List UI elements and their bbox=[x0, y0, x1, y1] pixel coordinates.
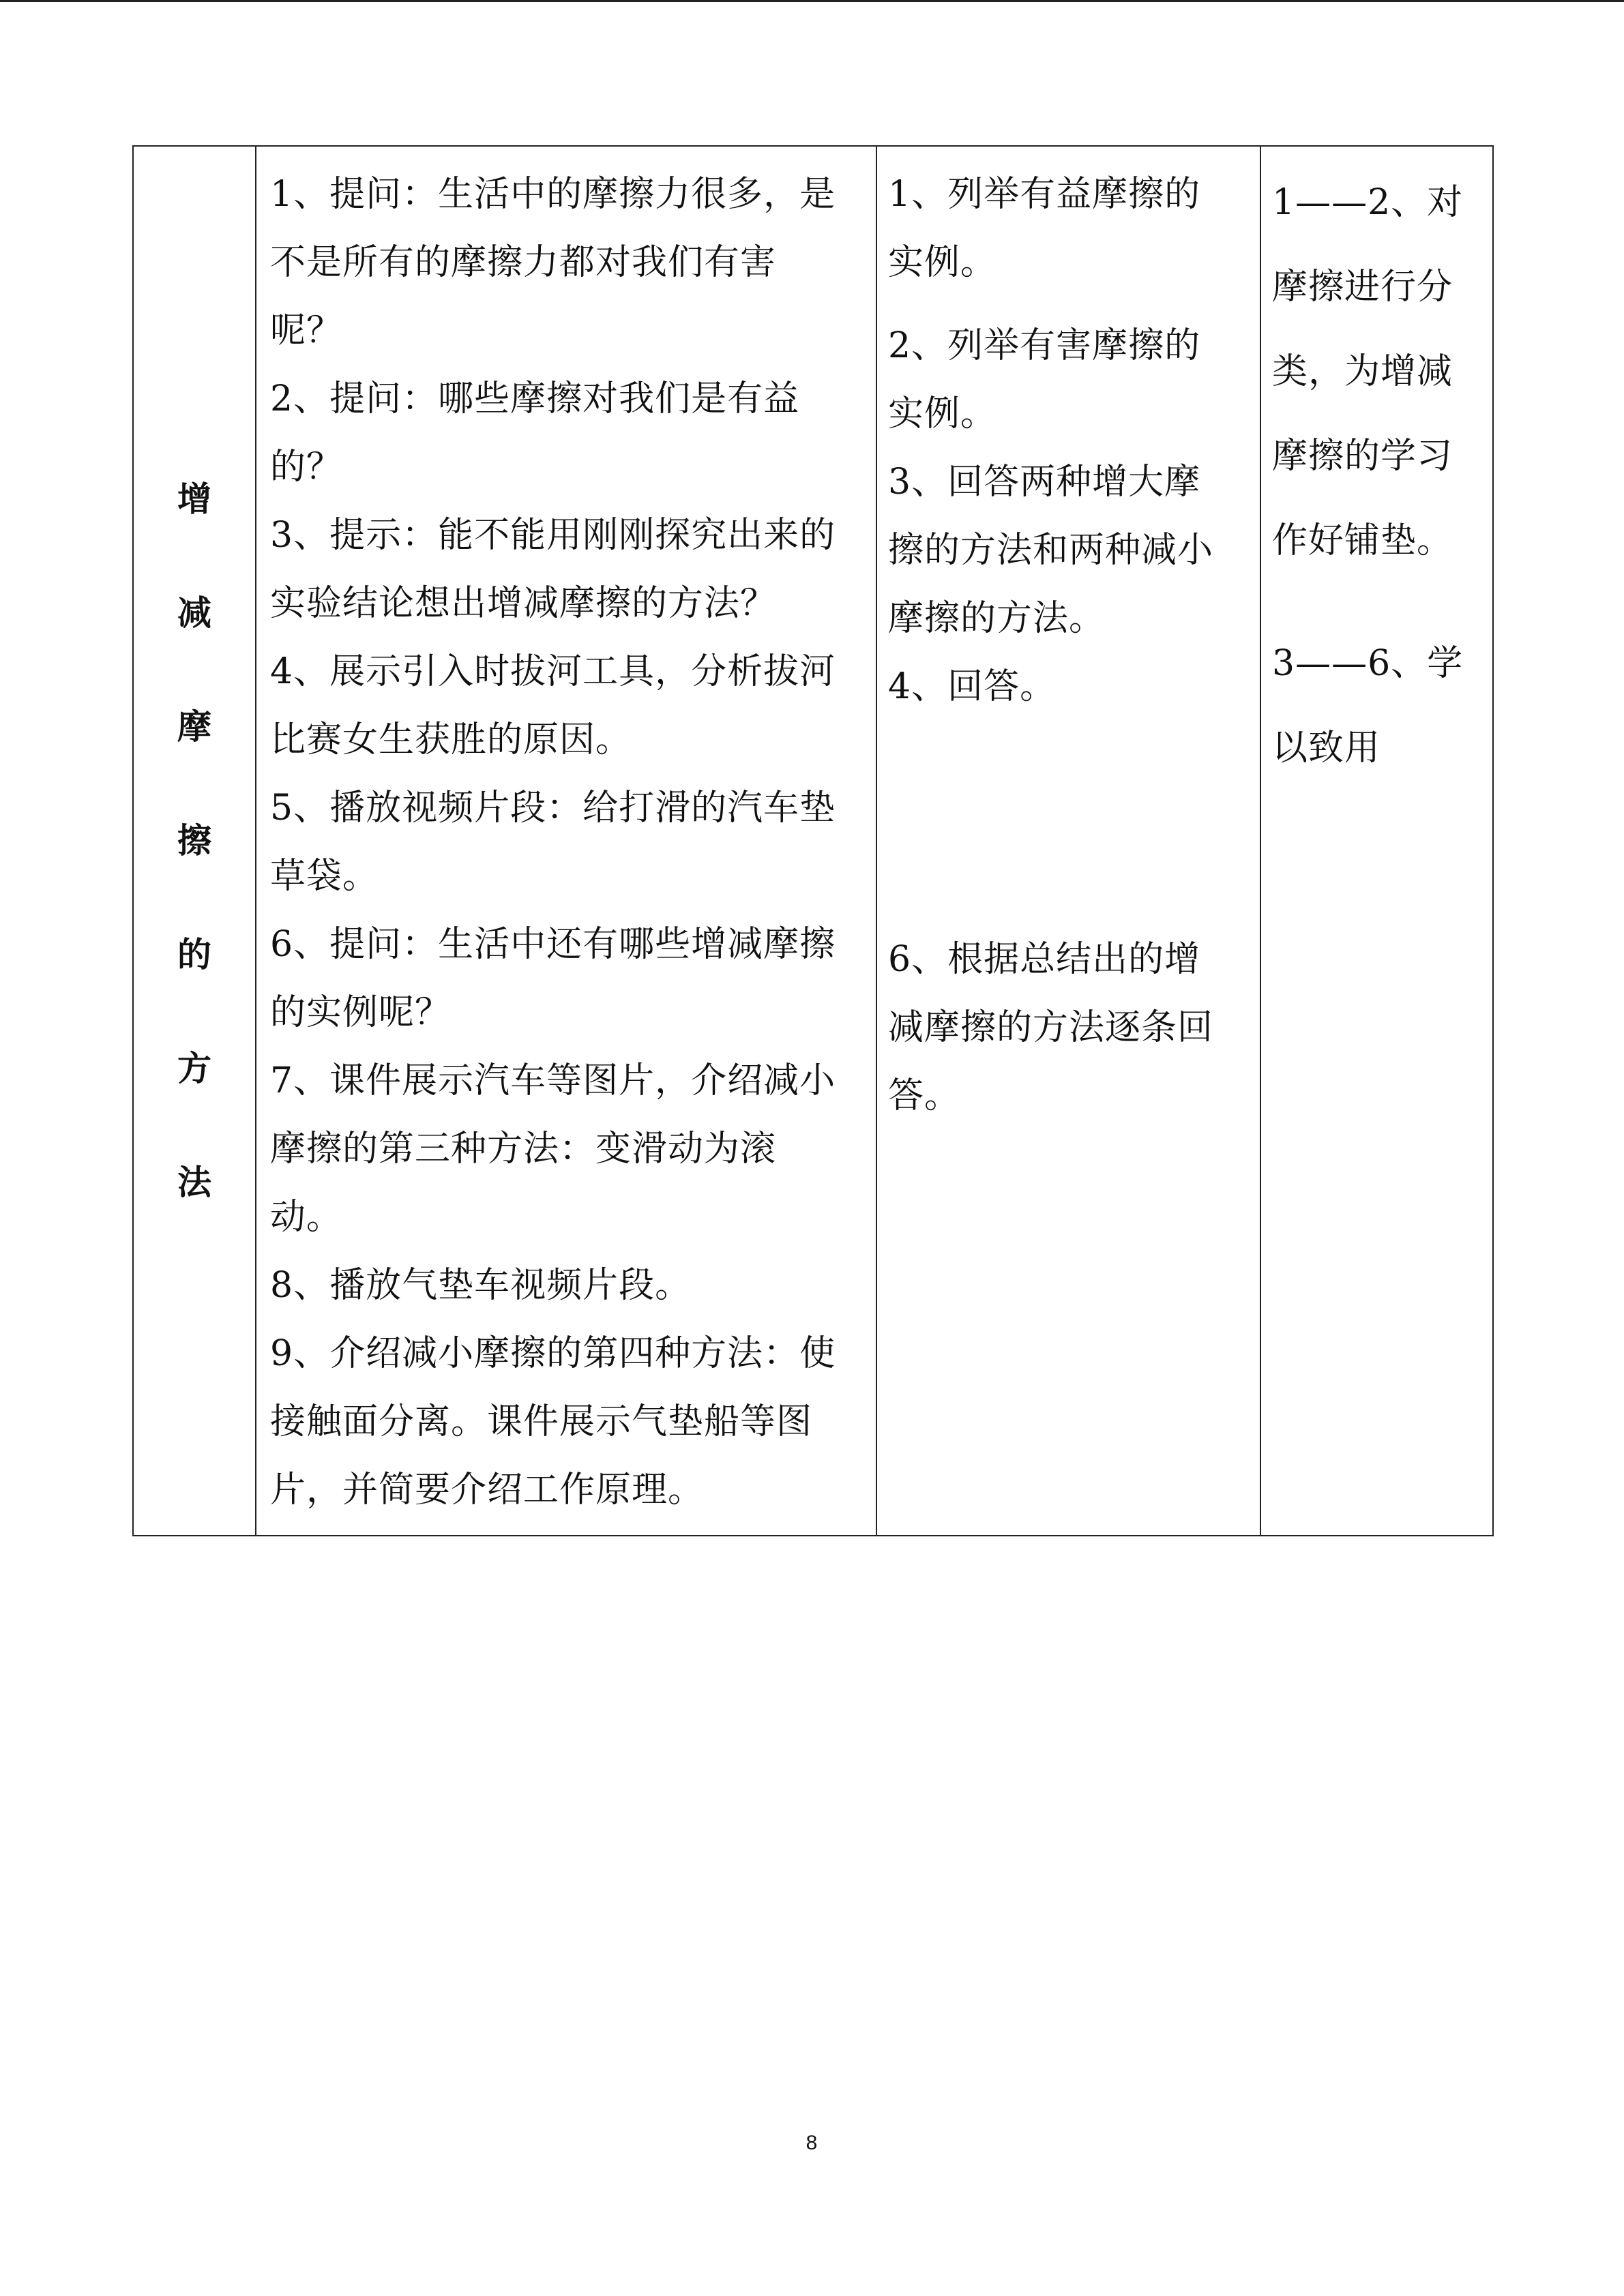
teacher-line: 草袋。 bbox=[270, 856, 379, 897]
teacher-line: 8、播放气垫车视频片段。 bbox=[270, 1265, 692, 1306]
teacher-activity-text bbox=[256, 147, 876, 1524]
intent-line: 1——2、对 bbox=[1272, 182, 1464, 223]
student-activity-cell bbox=[876, 146, 1260, 1536]
teacher-line: 动。 bbox=[270, 1197, 343, 1238]
table-row bbox=[133, 146, 1493, 1536]
student-line: 3、回答两种增大摩 bbox=[888, 462, 1201, 503]
student-line: 6、根据总结出的增 bbox=[888, 939, 1201, 980]
student-line: 答。 bbox=[888, 1075, 961, 1116]
intent-line: 作好铺垫。 bbox=[1272, 520, 1453, 561]
student-activity-text bbox=[877, 147, 1260, 1130]
lesson-plan-table bbox=[132, 145, 1494, 1536]
teacher-line: 呢？ bbox=[270, 310, 343, 351]
student-line: 擦的方法和两种减小 bbox=[888, 530, 1214, 571]
intent-line: 摩擦进行分 bbox=[1272, 267, 1453, 308]
topic-char: 法 bbox=[177, 1162, 211, 1202]
intent-line: 以致用 bbox=[1272, 728, 1381, 769]
teacher-line: 3、提示：能不能用刚刚探究出来的 bbox=[270, 515, 836, 556]
teacher-line: 6、提问：生活中还有哪些增减摩擦 bbox=[270, 924, 836, 965]
intent-line: 类，为增减 bbox=[1272, 351, 1453, 392]
intent-line: 3——6、学 bbox=[1272, 643, 1464, 684]
teacher-line: 的？ bbox=[270, 447, 343, 488]
teacher-line: 4、展示引入时拔河工具，分析拔河 bbox=[270, 651, 836, 692]
teacher-line: 接触面分离。课件展示气垫船等图 bbox=[270, 1401, 813, 1442]
student-line: 减摩擦的方法逐条回 bbox=[888, 1007, 1214, 1048]
design-intent-text bbox=[1261, 147, 1492, 790]
topic-char: 擦 bbox=[177, 820, 211, 861]
teacher-line: 2、提问：哪些摩擦对我们是有益 bbox=[270, 378, 800, 419]
teacher-line: 7、课件展示汽车等图片，介绍减小 bbox=[270, 1060, 836, 1101]
intent-line: 摩擦的学习 bbox=[1272, 436, 1453, 477]
student-line: 实例。 bbox=[888, 242, 997, 283]
student-line: 2、列举有害摩擦的 bbox=[888, 325, 1201, 366]
teacher-line: 9、介绍减小摩擦的第四种方法：使 bbox=[270, 1333, 836, 1374]
topic-char: 减 bbox=[177, 593, 211, 633]
design-intent-cell bbox=[1260, 146, 1493, 1536]
topic-char: 增 bbox=[177, 479, 211, 519]
student-line: 1、列举有益摩擦的 bbox=[888, 174, 1201, 215]
teacher-line: 比赛女生获胜的原因。 bbox=[270, 719, 632, 760]
teacher-line: 摩擦的第三种方法：变滑动为滚 bbox=[270, 1129, 777, 1169]
topic-title bbox=[134, 443, 255, 1240]
student-line: 4、回答。 bbox=[888, 666, 1057, 707]
topic-char: 摩 bbox=[177, 706, 211, 747]
teacher-line: 实验结论想出增减摩擦的方法？ bbox=[270, 583, 777, 624]
teacher-line: 5、播放视频片段：给打滑的汽车垫 bbox=[270, 788, 836, 829]
topic-cell bbox=[133, 146, 256, 1536]
topic-char: 的 bbox=[177, 934, 211, 974]
teacher-line: 的实例呢？ bbox=[270, 992, 452, 1033]
teacher-activity-cell bbox=[256, 146, 876, 1536]
teacher-line: 不是所有的摩擦力都对我们有害 bbox=[270, 242, 777, 283]
page-number: 8 bbox=[806, 2132, 818, 2154]
teacher-line: 片，并简要介绍工作原理。 bbox=[270, 1470, 705, 1510]
student-line: 摩擦的方法。 bbox=[888, 598, 1106, 639]
top-border-line bbox=[0, 0, 1624, 2]
topic-char: 方 bbox=[177, 1048, 211, 1088]
teacher-line: 1、提问：生活中的摩擦力很多，是 bbox=[270, 174, 836, 215]
student-line: 实例。 bbox=[888, 393, 997, 434]
